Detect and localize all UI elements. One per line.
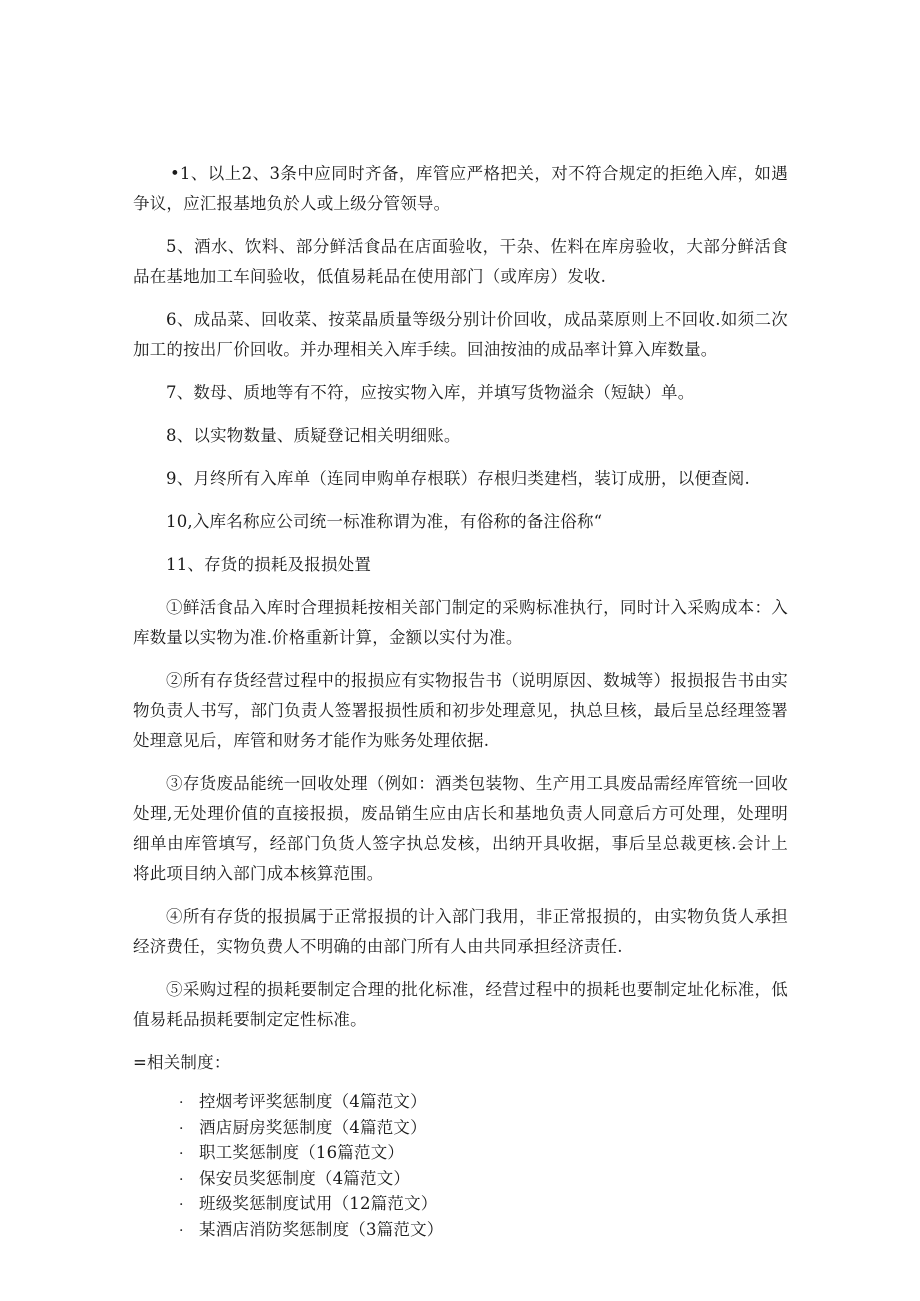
bullet-icon: · xyxy=(179,1146,184,1162)
subclause-2: ②所有存货经营过程中的报损应有实物报告书（说明原因、数城等）报损报告书由实物负责人书写，部门负责人签署报损性质和初步处理意见，执总旦核，最后呈总经理签署处理意见后，库管和财务才能作为账务处理依据. xyxy=(133,671,788,750)
subclause-4: ④所有存货的报损属于正常报损的计入部门我用，非正常报损的，由实物负货人承担经济费任，实物负费人不明确的由部门所有人由共同承担经济责任. xyxy=(133,907,788,956)
bullet-icon: · xyxy=(179,1222,184,1239)
related-list-item[interactable] xyxy=(179,1116,788,1142)
related-list-item[interactable] xyxy=(179,1090,788,1116)
subclause-5: ⑤采购过程的损耗要制定合理的批化标准，经营过程中的损耗也要制定址化标准，低值易耗品损耗要制定定性标准。 xyxy=(133,980,788,1029)
document-body xyxy=(133,159,788,1243)
subclause-1: ①鲜活食品入库时合理损耗按相关部门制定的采购标准执行，同时计入采购成本：入库数量以实物为准.价格重新计算，金额以实付为准。 xyxy=(133,598,788,647)
paragraph-item-9: 9、月终所有入库单（连同申购单存根联）存根归类建档，装订成册，以便查阅. xyxy=(166,469,750,488)
related-link[interactable]: 控烟考评奖惩制度（4篇范文） xyxy=(199,1092,427,1111)
related-list-item[interactable] xyxy=(179,1192,788,1218)
related-link[interactable]: 职工奖惩制度（16篇范文） xyxy=(199,1143,405,1162)
related-link[interactable]: 班级奖惩制度试用（12篇范文） xyxy=(199,1194,438,1213)
related-link[interactable]: 某酒店消防奖惩制度（3篇范文） xyxy=(199,1219,444,1239)
bullet-icon: · xyxy=(179,1120,184,1137)
subclause-3: ③存货废品能统一回收处理（例如：酒类包装物、生产用工具废品需经库管统一回收处理,无处理价值的直接报损，废品销生应由店长和基地负责人同意后方可处理，处理明细单由库管填写，经部门负货人签字执总发核，出纳开具收据，事后呈总裁更核.会计上将此项目纳入部门成本核算范围。 xyxy=(133,774,788,883)
related-link[interactable]: 保安员奖惩制度（4篇范文） xyxy=(199,1168,411,1188)
related-list-item[interactable] xyxy=(179,1167,788,1193)
related-link[interactable]: 酒店厨房奖惩制度（4篇范文） xyxy=(199,1117,427,1137)
paragraph-item-8: 8、以实物数量、质疑登记相关明细账。 xyxy=(166,426,461,445)
related-heading: =相关制度： xyxy=(133,1053,231,1072)
paragraph-item-10: 10,入库名称应公司统一标准称谓为准，有俗称的备注俗称“ xyxy=(166,512,603,531)
section-heading-11: 11、存货的损耗及报损处置 xyxy=(166,555,372,574)
paragraph-item-7: 7、数母、质地等有不符，应按实物入库，并填写货物溢余（短缺）单。 xyxy=(166,383,695,402)
paragraph-item-1: •1、以上2、3条中应同时齐备，库管应严格把关，对不符合规定的拒绝入库，如遇争议，应汇报基地负於人或上级分管领导。 xyxy=(133,164,788,213)
related-list-item[interactable] xyxy=(179,1218,788,1244)
bullet-icon: · xyxy=(179,1171,184,1188)
related-list-item[interactable] xyxy=(179,1141,788,1167)
paragraph-item-5: 5、酒水、饮料、部分鲜活食品在店面验收，干杂、佐料在库房验收，大部分鲜活食品在基地加工车间验收，低值易耗品在使用部门（或库房）发收. xyxy=(133,237,788,286)
paragraph-item-6: 6、成品菜、回收菜、按菜晶质量等级分别计价回收，成品菜原则上不回收.如须二次加工的按出厂价回收。并办理相关入库手续。回油按油的成品率计算入库数量。 xyxy=(133,310,788,359)
related-list xyxy=(133,1090,788,1243)
bullet-icon: · xyxy=(179,1095,184,1111)
bullet-icon: · xyxy=(179,1197,184,1213)
